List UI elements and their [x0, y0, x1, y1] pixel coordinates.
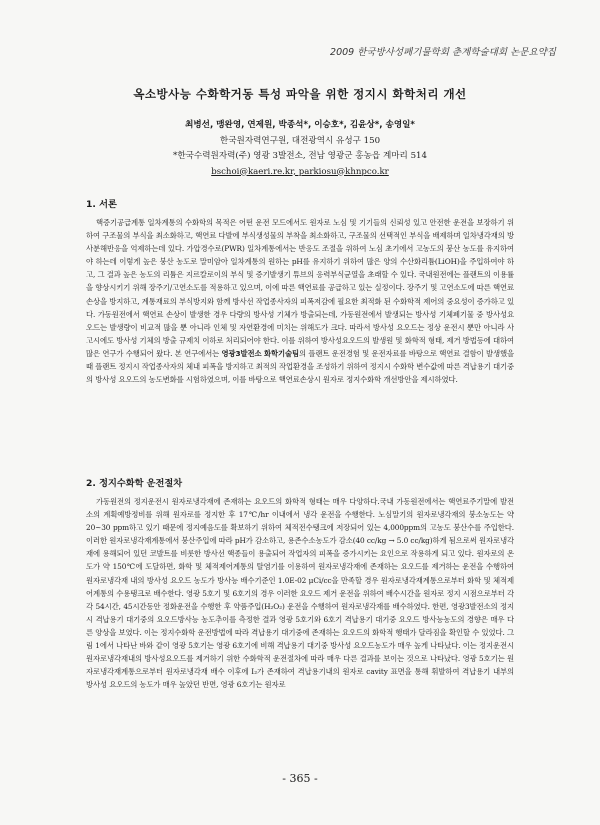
paper-title: 옥소방사능 수화학거동 특성 파악을 위한 정지시 화학처리 개선	[133, 87, 467, 101]
author-emails: bschoi@kaeri.re.kr, parkiosu@khnpco.kr	[211, 166, 389, 177]
author-block	[0, 118, 600, 180]
section-shutdown-procedure	[86, 475, 514, 691]
running-header: 2009 한국방사성폐기물학회 춘계학술대회 논문요약집	[330, 47, 556, 58]
section-paragraph: 가동원전의 정지운전시 원자로냉각재에 존재하는 요오드의 화학적 형태는 매우 다양하다.국내 가동원전에서는 핵연료주기말에 발전소의 계획예방정비를 위해 원자로를 정지한 후 17℃/hr 이내에서 냉각 운전을 수행한다. 노심말기의 원자로냉각재의 붕소농도는 약 20~30 ppm하고 있기 때문에 정지예음도를 확보하기 위하여 체적전수탱크에 저장되어 있는 4,000ppm의 고농도 붕산수를 주입한다. 이러한 원자로냉각재계통에서 붕산주입에 따라 pH가 감소하고, 용존수소농도가 감소(40 cc/kg → 5.0 cc/kg)하게 됨으로써 원자로냉각재에 용해되어 있던 코발트를 비롯한 방사선 핵종들이 용출되어 작업자의 피폭을 증가시키는 요인으로 작용하게 되고 있다. 원자로의 온도가 약 150℃에 도달하면, 화학 및 체적제어계통의 탈염기를 이용하여 원자로냉각재에 존재하는 요오드를 제거하는 운전을 수행하여 원자로냉각재 내의 방사성 요오드 농도가 방사능 배수기준인 1.0E-02 μCi/cc을 만족할 경우 원자로냉각재계통으로부터 화학 및 체적제어계통의 수용탱크로 배수한다. 영광 5호기 및 6호기의 경우 이러한 요오드 제거 운전을 위하여 배수시간을 원자로 정지 시점으로부터 각각 54시간, 45시간동안 정화운전을 수행한 후 약품주입(H₂O₂) 운전을 수행하여 원자로냉각재를 배수하였다. 한편, 영광3발전소의 정지시 격납용기 대기중의 요오드방사능 농도추이를 측정한 결과 영광 5호기와 6호기 격납용기 대기중 요오드 방사능농도의 경향은 매우 다른 양상을 보였다. 이는 정지수화학 운전방법에 따라 격납용기 대기중에 존재하는 요오드의 화학적 행태가 달라짐을 확인할 수 있었다. 그림 1에서 나타난 바와 같이 영광 5호기는 영광 6호기에 비해 격납용기 대기중 방사성 요오드농도가 매우 높게 나타났다. 이는 정지운전시 원자로냉각재내의 방사성요오드를 제거하기 위한 수화학적 운전절차에 따라 매우 다른 결과를 보이는 것으로 나타났다. 영광 5호기는 원자로냉각재계통으로부터 원자로냉각재 배수 이후에 I₂가 존재하여 격납용기내의 원자로 cavity 표면을 통해 휘발하여 격납용기 내부의 방사성 요오드의 농도가 매우 높았던 반면, 영광 6호기는 원자로	[86, 497, 514, 690]
page-number: - 365 -	[282, 772, 318, 785]
affiliation-secondary: *한국수력원자력(주) 영광 3발전소, 전남 영광군 홍농읍 계마리 514	[173, 151, 427, 161]
paragraph-text: 핵증기공급계통 일차계통의 수화학의 목적은 어떤 운전 모드에서도 원자로 노심 및 기기들의 신뢰성 있고 안전한 운전을 보장하기 위하여 구조물의 부식을 최소화하고, 핵연료 다발에 부식생성물의 부착을 최소화하고, 구조물의 선택적인 부식을 배제하며 일차냉각재의 방사분해반응을 억제하는데 있다. 가압경수로(PWR) 일차계통에서는 반응도 조절을 위하여 노심 초기에서 고농도의 붕산 농도를 유지하여야 하는데 이렇게 높은 붕산 농도로 말미암아 일차계통의 원하는 pH를 유지하기 위하여 많은 양의 수산화리튬(LiOH)을 주입하여야 하고, 그 결과 높은 농도의 리튬은 지르칼로이의 부식 및 증기발생기 튜브의 응력부식균열을 초래할 수 있다. 국내원전에는 플랜트의 이용률을 향상시키기 위해 장주기/고연소도를 적용하고 있으며, 이에 따른 핵연료를 공급하고 있는 실정이다. 장주기 및 고연소도에 따른 핵연료 손상을 방지하고, 계통재료의 부식방지와 함께 방사선 작업종사자의 피폭저감에 필요한 최적화 된 수화학적 제어의 중요성이 증가하고 있다. 가동원전에서 핵연료 손상이 발생한 경우 다량의 방사성 기체가 방출되는데, 가동원전에서 발생되는 방사성 기체폐기물 중 방사성요오드는 발생량이 비교적 많을 뿐 아니라 인체 및 자연환경에 미치는 위해도가 크다. 따라서 방사성 요오드는 정상 운전시 뿐만 아니라 사고시에도 방사성 기체의 방출 규제치 이하로 처리되어야 한다. 이를 위하여 방사성요오드의 발생원 및 화학적 형태, 제거 방법등에 대하여 많은 연구가 수행되어 왔다. 본 연구에서는	[86, 218, 514, 358]
paragraph-text: 의 플랜트 운전경험 및 운전자료를 바탕으로 핵연료 결함이 발생했을 때 플랜트 정지시 작업종사자의 체내 피폭을 방지하고 최적의 작업환경을 조성하기 위하여 정지시 수화학 변수값에 따른 격납용기 대기중의 방사성 요오드의 농도변화를 시험하였으며, 이를 바탕으로 핵연료손상시 원자로 정지수화학 개선방안을 제시하였다.	[86, 348, 514, 385]
section-introduction	[86, 196, 514, 386]
affiliation-primary: 한국원자력연구원, 대전광역시 유성구 150	[219, 135, 381, 146]
section-heading: 1. 서론	[86, 199, 117, 210]
paragraph-emphasis: 영광3발전소 화학기술팀	[221, 348, 300, 358]
author-names: 최병선, 맹완영, 연제원, 박종석*, 이승호*, 김윤상*, 송영일*	[185, 120, 415, 130]
section-heading: 2. 정지수화학 운전절차	[86, 478, 183, 489]
section-paragraph	[86, 216, 514, 386]
